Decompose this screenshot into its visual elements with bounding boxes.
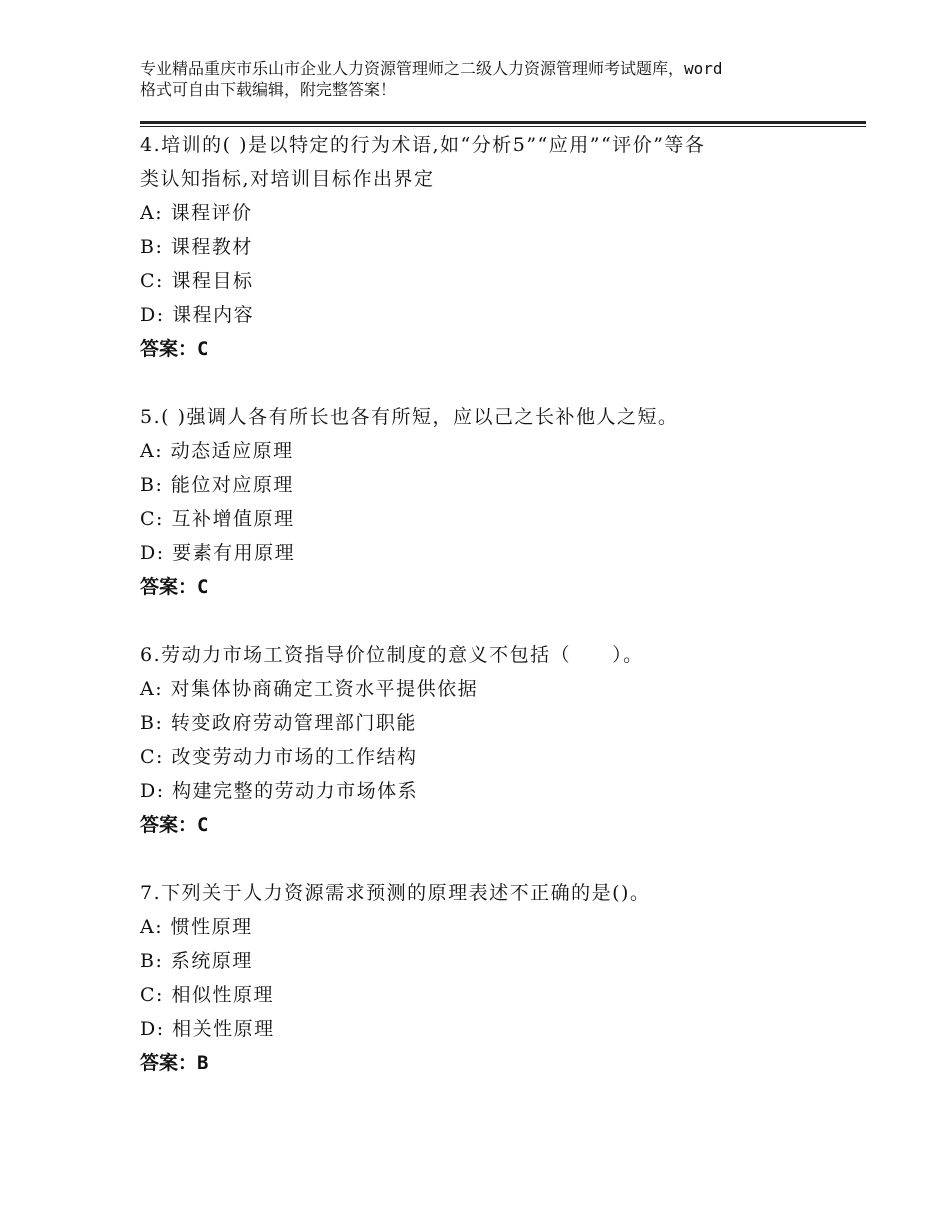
option-c: C: 改变劳动力市场的工作结构 bbox=[140, 746, 418, 768]
option-b: B: 转变政府劳动管理部门职能 bbox=[140, 712, 417, 734]
question-list bbox=[140, 128, 850, 1114]
document-header bbox=[140, 58, 840, 100]
header-rule-thin bbox=[140, 126, 866, 127]
header-line-2: 格式可自由下载编辑，附完整答案！ bbox=[140, 80, 397, 99]
header-rule-thick bbox=[140, 121, 866, 124]
question-stem: 7.下列关于人力资源需求预测的原理表述不正确的是()。 bbox=[140, 882, 651, 904]
option-d: D: 相关性原理 bbox=[140, 1018, 275, 1040]
option-a: A: 惯性原理 bbox=[140, 916, 253, 938]
question-stem: 4.培训的( )是以特定的行为术语,如“分析5”“应用”“评价”等各 bbox=[140, 134, 706, 156]
option-d: D: 课程内容 bbox=[140, 304, 255, 326]
option-b: B: 能位对应原理 bbox=[140, 474, 294, 496]
option-b: B: 系统原理 bbox=[140, 950, 253, 972]
question-4 bbox=[140, 128, 850, 366]
option-d: D: 构建完整的劳动力市场体系 bbox=[140, 780, 419, 802]
option-c: C: 相似性原理 bbox=[140, 984, 274, 1006]
answer: 答案：C bbox=[140, 814, 209, 836]
header-line-1: 专业精品重庆市乐山市企业人力资源管理师之二级人力资源管理师考试题库，word bbox=[140, 59, 723, 78]
option-a: A: 动态适应原理 bbox=[140, 440, 294, 462]
answer: 答案：C bbox=[140, 338, 209, 360]
answer: 答案：C bbox=[140, 576, 209, 598]
question-6 bbox=[140, 638, 850, 842]
question-stem-continued: 类认知指标,对培训目标作出界定 bbox=[140, 168, 435, 190]
question-7 bbox=[140, 876, 850, 1080]
question-stem: 6.劳动力市场工资指导价位制度的意义不包括（ ）。 bbox=[140, 644, 644, 666]
option-c: C: 课程目标 bbox=[140, 270, 254, 292]
question-stem: 5.( )强调人各有所长也各有所短，应以己之长补他人之短。 bbox=[140, 406, 679, 428]
answer: 答案：B bbox=[140, 1052, 209, 1074]
option-a: A: 对集体协商确定工资水平提供依据 bbox=[140, 678, 479, 700]
option-d: D: 要素有用原理 bbox=[140, 542, 296, 564]
option-a: A: 课程评价 bbox=[140, 202, 253, 224]
question-5 bbox=[140, 400, 850, 604]
option-b: B: 课程教材 bbox=[140, 236, 253, 258]
option-c: C: 互补增值原理 bbox=[140, 508, 295, 530]
